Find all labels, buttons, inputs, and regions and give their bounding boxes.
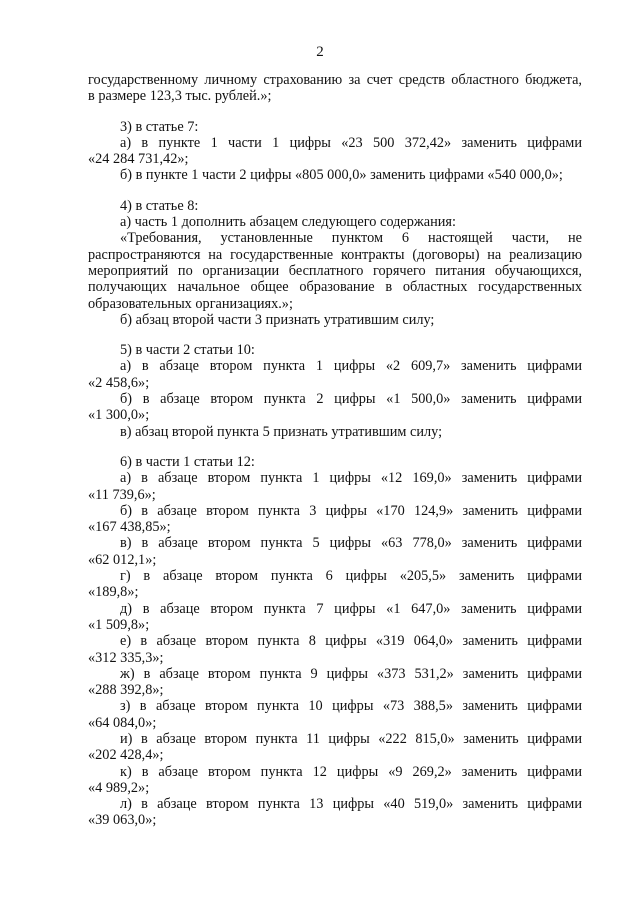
- article-12-item-i-line-2: «202 428,4»;: [88, 747, 164, 764]
- article-12-item-e-line-1: д) в абзаце втором пункта 7 цифры «1 647,0» заменить цифрами: [120, 600, 582, 617]
- article-8-quote-line-1: «Требования, установленные пунктом 6 настоящей части, не: [120, 230, 582, 247]
- article-8-item-b: б) абзац второй части 3 признать утратившим силу;: [120, 311, 435, 328]
- article-8-quote-line-2: распространяются на государственные контракты (договоры) на реализацию: [88, 246, 582, 263]
- article-7-item-b: б) в пункте 1 части 2 цифры «805 000,0» заменить цифрами «540 000,0»;: [120, 167, 563, 184]
- article-12-heading: 6) в части 1 статьи 12:: [120, 453, 255, 470]
- article-7-heading: 3) в статье 7:: [120, 118, 199, 135]
- article-12-item-c-line-2: «62 012,1»;: [88, 551, 157, 568]
- article-8-quote-line-4: получающих начальное общее образование в областных государственных: [88, 279, 582, 296]
- article-12-item-d-line-1: г) в абзаце втором пункта 6 цифры «205,5» заменить цифрами: [120, 568, 582, 585]
- article-8-quote-line-3: мероприятий по организации бесплатного горячего питания обучающихся,: [88, 262, 582, 279]
- document-body: [88, 72, 582, 829]
- intro-paragraph: [88, 72, 582, 105]
- article-12-item-l-line-2: «39 063,0»;: [88, 812, 157, 829]
- intro-line-1: государственному личному страхованию за счет средств областного бюджета,: [88, 72, 582, 88]
- article-10-item-b-line-2: «1 300,0»;: [88, 407, 150, 424]
- article-12-item-f-line-2: «312 335,3»;: [88, 649, 164, 666]
- article-8-item-a: а) часть 1 дополнить абзацем следующего содержания:: [120, 214, 456, 231]
- article-10-item-c: в) абзац второй пункта 5 признать утратившим силу;: [120, 423, 443, 440]
- article-12-item-l-line-1: л) в абзаце втором пункта 13 цифры «40 519,0» заменить цифрами: [120, 796, 582, 813]
- article-12-item-h-line-1: з) в абзаце втором пункта 10 цифры «73 388,5» заменить цифрами: [120, 698, 582, 715]
- article-7-item-a-line-1: а) в пункте 1 части 1 цифры «23 500 372,42» заменить цифрами: [120, 134, 582, 151]
- article-12-item-k-line-2: «4 989,2»;: [88, 779, 150, 796]
- article-12-item-g-line-2: «288 392,8»;: [88, 682, 164, 699]
- article-12-item-e-line-2: «1 509,8»;: [88, 616, 150, 633]
- article-12-item-a-line-2: «11 739,6»;: [88, 486, 156, 503]
- article-10-item-b-line-1: б) в абзаце втором пункта 2 цифры «1 500,0» заменить цифрами: [120, 391, 582, 408]
- article-12-item-b-line-1: б) в абзаце втором пункта 3 цифры «170 124,9» заменить цифрами: [120, 502, 582, 519]
- article-12-item-f-line-1: е) в абзаце втором пункта 8 цифры «319 064,0» заменить цифрами: [120, 633, 582, 650]
- article-10-heading: 5) в части 2 статьи 10:: [120, 342, 255, 359]
- article-8-quote-line-5: образовательных организациях.»;: [88, 295, 293, 312]
- article-12-item-i-line-1: и) в абзаце втором пункта 11 цифры «222 815,0» заменить цифрами: [120, 730, 582, 747]
- intro-line-2: в размере 123,3 тыс. рублей.»;: [88, 88, 272, 105]
- article-12-section: [88, 454, 582, 829]
- article-12-item-d-line-2: «189,8»;: [88, 584, 139, 601]
- page-number: 2: [316, 44, 324, 60]
- article-12-item-a-line-1: а) в абзаце втором пункта 1 цифры «12 169,0» заменить цифрами: [120, 470, 582, 487]
- article-8-section: [88, 198, 582, 328]
- article-7-item-a-line-2: «24 284 731,42»;: [88, 151, 189, 168]
- article-10-item-a-line-1: а) в абзаце втором пункта 1 цифры «2 609,7» заменить цифрами: [120, 358, 582, 375]
- article-10-section: [88, 342, 582, 440]
- article-12-item-k-line-1: к) в абзаце втором пункта 12 цифры «9 269,2» заменить цифрами: [120, 763, 582, 780]
- article-12-item-g-line-1: ж) в абзаце втором пункта 9 цифры «373 531,2» заменить цифрами: [120, 665, 582, 682]
- article-10-item-a-line-2: «2 458,6»;: [88, 374, 150, 391]
- article-12-item-c-line-1: в) в абзаце втором пункта 5 цифры «63 778,0» заменить цифрами: [120, 535, 582, 552]
- article-8-heading: 4) в статье 8:: [120, 197, 199, 214]
- article-12-item-b-line-2: «167 438,85»;: [88, 519, 171, 536]
- article-12-item-h-line-2: «64 084,0»;: [88, 714, 157, 731]
- article-7-section: [88, 119, 582, 184]
